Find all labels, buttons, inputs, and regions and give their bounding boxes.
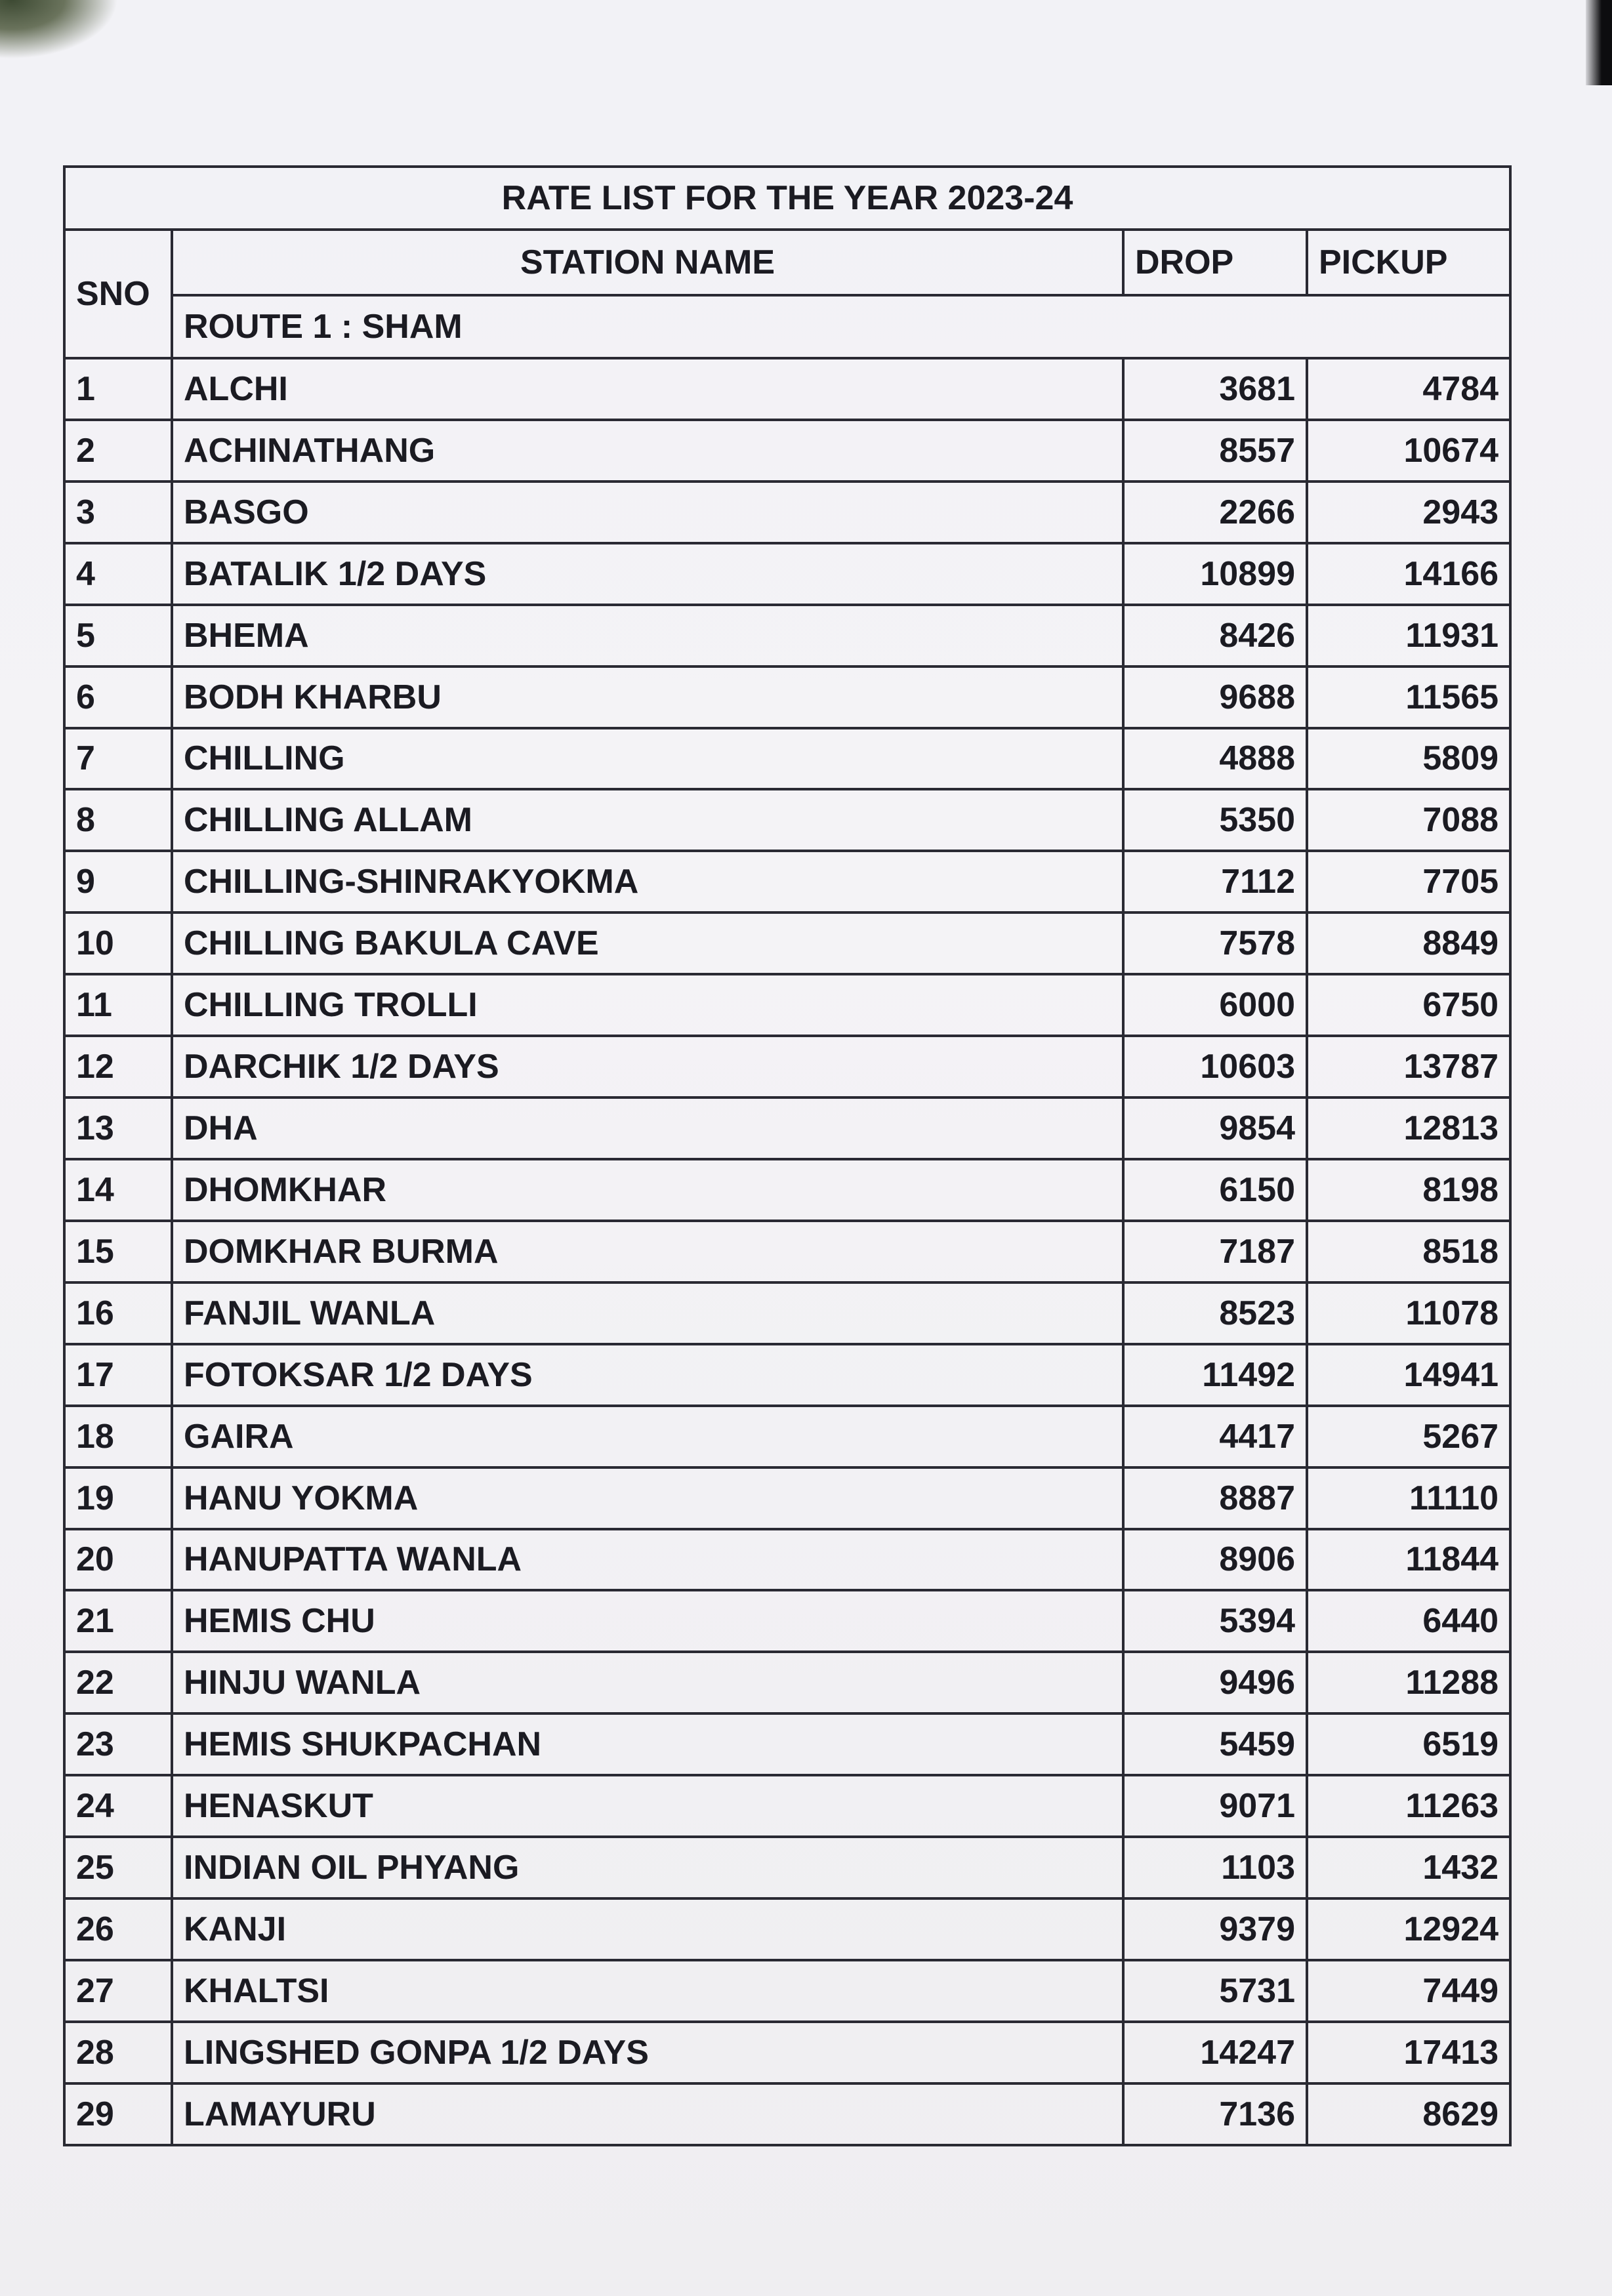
table-row <box>64 1960 1510 2022</box>
pickup-rate-cell: 7449 <box>1307 1960 1510 2022</box>
drop-rate-cell: 9379 <box>1123 1898 1307 1960</box>
pickup-rate-cell: 12924 <box>1307 1898 1510 1960</box>
pickup-rate-cell: 11844 <box>1307 1529 1510 1591</box>
sno-cell: 17 <box>64 1344 172 1406</box>
station-name-cell: FANJIL WANLA <box>172 1282 1123 1344</box>
drop-rate-cell: 9688 <box>1123 666 1307 728</box>
drop-rate-cell: 6000 <box>1123 974 1307 1036</box>
pickup-rate-cell: 8629 <box>1307 2083 1510 2145</box>
pickup-rate-cell: 10674 <box>1307 420 1510 482</box>
sno-cell: 12 <box>64 1036 172 1097</box>
drop-rate-cell: 5731 <box>1123 1960 1307 2022</box>
station-name-cell: CHILLING-SHINRAKYOKMA <box>172 851 1123 912</box>
sno-cell: 6 <box>64 666 172 728</box>
station-name-cell: GAIRA <box>172 1406 1123 1467</box>
pickup-rate-cell: 2943 <box>1307 482 1510 543</box>
table-row <box>64 1406 1510 1467</box>
table-row <box>64 1775 1510 1837</box>
sno-cell: 10 <box>64 912 172 974</box>
header-row <box>64 230 1510 295</box>
drop-rate-cell: 10603 <box>1123 1036 1307 1097</box>
sno-cell: 19 <box>64 1467 172 1529</box>
table-row <box>64 2083 1510 2145</box>
table-row <box>64 1652 1510 1713</box>
station-name-cell: LAMAYURU <box>172 2083 1123 2145</box>
drop-rate-cell: 2266 <box>1123 482 1307 543</box>
drop-rate-cell: 8906 <box>1123 1529 1307 1591</box>
pickup-rate-cell: 6519 <box>1307 1713 1510 1775</box>
station-name-cell: KANJI <box>172 1898 1123 1960</box>
drop-rate-cell: 11492 <box>1123 1344 1307 1406</box>
pickup-rate-cell: 11110 <box>1307 1467 1510 1529</box>
table-row <box>64 1097 1510 1159</box>
station-name-cell: CHILLING <box>172 728 1123 790</box>
pickup-rate-cell: 12813 <box>1307 1097 1510 1159</box>
route-row <box>64 295 1510 358</box>
background-foliage <box>0 0 118 59</box>
station-name-cell: HEMIS SHUKPACHAN <box>172 1713 1123 1775</box>
station-name-cell: CHILLING ALLAM <box>172 789 1123 851</box>
station-name-cell: FOTOKSAR 1/2 DAYS <box>172 1344 1123 1406</box>
drop-rate-cell: 8557 <box>1123 420 1307 482</box>
pickup-rate-cell: 11931 <box>1307 605 1510 666</box>
pickup-rate-cell: 11263 <box>1307 1775 1510 1837</box>
drop-rate-cell: 6150 <box>1123 1159 1307 1221</box>
table-row <box>64 1036 1510 1097</box>
table-row <box>64 1590 1510 1652</box>
table-row <box>64 358 1510 420</box>
table-row <box>64 974 1510 1036</box>
table-row <box>64 2022 1510 2083</box>
drop-rate-cell: 9071 <box>1123 1775 1307 1837</box>
station-name-cell: BATALIK 1/2 DAYS <box>172 543 1123 605</box>
drop-rate-cell: 5394 <box>1123 1590 1307 1652</box>
station-name-cell: BASGO <box>172 482 1123 543</box>
station-name-cell: DARCHIK 1/2 DAYS <box>172 1036 1123 1097</box>
sno-cell: 1 <box>64 358 172 420</box>
pickup-rate-cell: 4784 <box>1307 358 1510 420</box>
sno-cell: 13 <box>64 1097 172 1159</box>
sno-cell: 2 <box>64 420 172 482</box>
route-label: ROUTE 1 : SHAM <box>172 295 1510 358</box>
sno-cell: 11 <box>64 974 172 1036</box>
pickup-rate-cell: 13787 <box>1307 1036 1510 1097</box>
sno-cell: 22 <box>64 1652 172 1713</box>
sno-cell: 3 <box>64 482 172 543</box>
sno-cell: 16 <box>64 1282 172 1344</box>
rate-list-table <box>63 165 1512 2146</box>
pickup-rate-cell: 11078 <box>1307 1282 1510 1344</box>
sno-cell: 23 <box>64 1713 172 1775</box>
station-name-cell: HENASKUT <box>172 1775 1123 1837</box>
station-name-cell: ACHINATHANG <box>172 420 1123 482</box>
table-row <box>64 851 1510 912</box>
sno-cell: 25 <box>64 1837 172 1898</box>
pickup-rate-cell: 11288 <box>1307 1652 1510 1713</box>
table-row <box>64 1713 1510 1775</box>
sno-cell: 18 <box>64 1406 172 1467</box>
pickup-rate-cell: 5267 <box>1307 1406 1510 1467</box>
table-row <box>64 1837 1510 1898</box>
sno-cell: 29 <box>64 2083 172 2145</box>
station-name-cell: CHILLING TROLLI <box>172 974 1123 1036</box>
header-station-name: STATION NAME <box>172 230 1123 295</box>
drop-rate-cell: 4417 <box>1123 1406 1307 1467</box>
pickup-rate-cell: 8518 <box>1307 1221 1510 1282</box>
rate-list-sheet <box>63 165 1509 2146</box>
station-name-cell: BHEMA <box>172 605 1123 666</box>
station-name-cell: CHILLING BAKULA CAVE <box>172 912 1123 974</box>
station-name-cell: HANU YOKMA <box>172 1467 1123 1529</box>
station-name-cell: HEMIS CHU <box>172 1590 1123 1652</box>
pickup-rate-cell: 14166 <box>1307 543 1510 605</box>
station-name-cell: INDIAN OIL PHYANG <box>172 1837 1123 1898</box>
drop-rate-cell: 3681 <box>1123 358 1307 420</box>
station-name-cell: HINJU WANLA <box>172 1652 1123 1713</box>
table-row <box>64 1282 1510 1344</box>
pickup-rate-cell: 6440 <box>1307 1590 1510 1652</box>
sno-cell: 20 <box>64 1529 172 1591</box>
table-row <box>64 420 1510 482</box>
sno-cell: 14 <box>64 1159 172 1221</box>
drop-rate-cell: 10899 <box>1123 543 1307 605</box>
drop-rate-cell: 8523 <box>1123 1282 1307 1344</box>
pickup-rate-cell: 6750 <box>1307 974 1510 1036</box>
drop-rate-cell: 8887 <box>1123 1467 1307 1529</box>
drop-rate-cell: 8426 <box>1123 605 1307 666</box>
station-name-cell: DHA <box>172 1097 1123 1159</box>
drop-rate-cell: 9496 <box>1123 1652 1307 1713</box>
pickup-rate-cell: 8198 <box>1307 1159 1510 1221</box>
table-row <box>64 482 1510 543</box>
sno-cell: 27 <box>64 1960 172 2022</box>
station-name-cell: DHOMKHAR <box>172 1159 1123 1221</box>
table-row <box>64 605 1510 666</box>
sno-cell: 8 <box>64 789 172 851</box>
drop-rate-cell: 7578 <box>1123 912 1307 974</box>
pickup-rate-cell: 1432 <box>1307 1837 1510 1898</box>
drop-rate-cell: 9854 <box>1123 1097 1307 1159</box>
table-row <box>64 728 1510 790</box>
pickup-rate-cell: 8849 <box>1307 912 1510 974</box>
sno-cell: 4 <box>64 543 172 605</box>
sno-cell: 28 <box>64 2022 172 2083</box>
header-drop: DROP <box>1123 230 1307 295</box>
pickup-rate-cell: 17413 <box>1307 2022 1510 2083</box>
sno-cell: 5 <box>64 605 172 666</box>
drop-rate-cell: 5350 <box>1123 789 1307 851</box>
station-name-cell: HANUPATTA WANLA <box>172 1529 1123 1591</box>
drop-rate-cell: 4888 <box>1123 728 1307 790</box>
pickup-rate-cell: 7705 <box>1307 851 1510 912</box>
sno-cell: 9 <box>64 851 172 912</box>
table-row <box>64 1221 1510 1282</box>
title-row <box>64 167 1510 230</box>
drop-rate-cell: 14247 <box>1123 2022 1307 2083</box>
table-row <box>64 666 1510 728</box>
drop-rate-cell: 7187 <box>1123 1221 1307 1282</box>
station-name-cell: LINGSHED GONPA 1/2 DAYS <box>172 2022 1123 2083</box>
background-edge <box>1586 0 1612 85</box>
sno-cell: 15 <box>64 1221 172 1282</box>
sno-cell: 7 <box>64 728 172 790</box>
table-row <box>64 1344 1510 1406</box>
table-row <box>64 912 1510 974</box>
table-row <box>64 1529 1510 1591</box>
drop-rate-cell: 7136 <box>1123 2083 1307 2145</box>
header-pickup: PICKUP <box>1307 230 1510 295</box>
station-name-cell: BODH KHARBU <box>172 666 1123 728</box>
table-row <box>64 1898 1510 1960</box>
document-title: RATE LIST FOR THE YEAR 2023-24 <box>64 167 1510 230</box>
sno-cell: 26 <box>64 1898 172 1960</box>
table-row <box>64 1159 1510 1221</box>
table-row <box>64 789 1510 851</box>
drop-rate-cell: 1103 <box>1123 1837 1307 1898</box>
drop-rate-cell: 7112 <box>1123 851 1307 912</box>
station-name-cell: KHALTSI <box>172 1960 1123 2022</box>
station-name-cell: ALCHI <box>172 358 1123 420</box>
sno-cell: 21 <box>64 1590 172 1652</box>
pickup-rate-cell: 7088 <box>1307 789 1510 851</box>
sno-cell: 24 <box>64 1775 172 1837</box>
header-sno: SNO <box>64 230 172 358</box>
pickup-rate-cell: 14941 <box>1307 1344 1510 1406</box>
table-row <box>64 543 1510 605</box>
drop-rate-cell: 5459 <box>1123 1713 1307 1775</box>
table-row <box>64 1467 1510 1529</box>
pickup-rate-cell: 11565 <box>1307 666 1510 728</box>
pickup-rate-cell: 5809 <box>1307 728 1510 790</box>
station-name-cell: DOMKHAR BURMA <box>172 1221 1123 1282</box>
